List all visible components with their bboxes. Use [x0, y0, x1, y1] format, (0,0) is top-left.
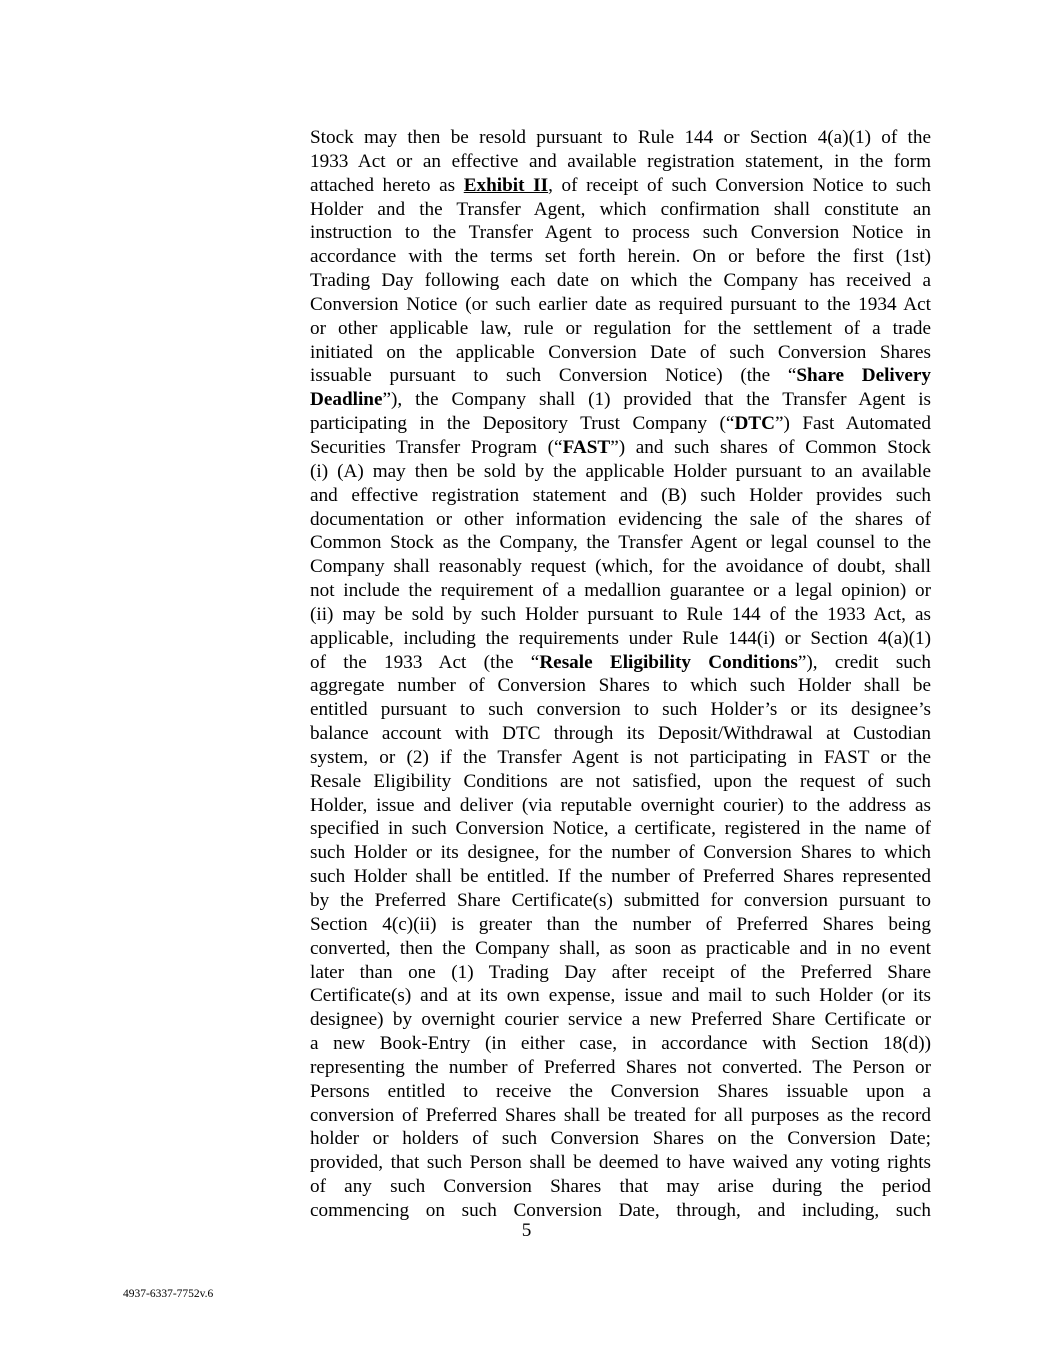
text-run: participating in the Depository Trust Company (“ — [310, 413, 735, 435]
text-line — [310, 484, 931, 508]
text-line — [310, 889, 931, 913]
text-run: 1933 Act or an effective and available registration statement, in the form — [310, 150, 931, 172]
text-run: ”) Fast Automated — [774, 413, 931, 435]
text-line — [310, 746, 931, 770]
text-run: Company shall reasonably request (which, for the avoidance of doubt, shall — [310, 556, 931, 578]
text-line — [310, 865, 931, 889]
text-line — [310, 698, 931, 722]
text-line — [310, 245, 931, 269]
text-line — [310, 293, 931, 317]
text-line — [310, 150, 931, 174]
text-line — [310, 126, 931, 150]
text-run: provided, that such Person shall be deemed to have waived any voting rights — [310, 1152, 931, 1174]
text-run: and effective registration statement and (B) such Holder provides such — [310, 484, 931, 506]
text-run: Certificate(s) and at its own expense, issue and mail to such Holder (or its — [310, 985, 931, 1007]
bold-term: DTC — [734, 413, 775, 435]
text-line — [310, 984, 931, 1008]
text-line — [310, 412, 931, 436]
text-line — [310, 555, 931, 579]
bold-term: Share Delivery — [796, 365, 931, 387]
text-run: commencing on such Conversion Date, through, and including, such — [310, 1199, 931, 1221]
text-run: a new Book-Entry (in either case, in accordance with Section 18(d)) — [310, 1033, 931, 1055]
text-line — [310, 460, 931, 484]
text-run: by the Preferred Share Certificate(s) submitted for conversion pursuant to — [310, 890, 931, 911]
text-run: representing the number of Preferred Shares not converted. The Person or — [310, 1056, 931, 1078]
text-run: Holder, issue and deliver (via reputable overnight courier) to the address as — [310, 794, 931, 816]
text-line — [310, 651, 931, 675]
text-line — [310, 770, 931, 794]
text-run: balance account with DTC through its Deposit/Withdrawal at Custodian — [310, 723, 931, 745]
text-line — [310, 841, 931, 865]
text-run: ”), credit such — [797, 651, 931, 673]
bold-term: FAST — [562, 436, 611, 458]
text-run: Trading Day following each date on which the Company has received a — [310, 270, 931, 292]
text-run: ”) and such shares of Common Stock — [610, 436, 931, 458]
text-line — [310, 722, 931, 746]
text-run: instruction to the Transfer Agent to process such Conversion Notice in — [310, 222, 931, 244]
text-line — [310, 1151, 931, 1175]
text-line — [310, 198, 931, 222]
text-run: , of receipt of such Conversion Notice to such — [548, 174, 931, 196]
text-line — [310, 1104, 931, 1128]
text-line — [310, 1127, 931, 1151]
text-line — [310, 1080, 931, 1104]
text-line — [310, 937, 931, 961]
bold-term: Deadline — [310, 389, 383, 411]
text-run: Securities Transfer Program (“ — [310, 436, 563, 458]
text-run: Persons entitled to receive the Conversion Shares issuable upon a — [310, 1080, 931, 1102]
text-run: or other applicable law, rule or regulation for the settlement of a trade — [310, 317, 931, 339]
text-line — [310, 508, 931, 532]
text-run: applicable, including the requirements under Rule 144(i) or Section 4(a)(1) — [310, 627, 931, 649]
text-run: holder or holders of such Conversion Shares on the Conversion Date; — [310, 1128, 931, 1150]
text-run: conversion of Preferred Shares shall be treated for all purposes as the record — [310, 1104, 931, 1126]
text-line — [310, 221, 931, 245]
text-run: Conversion Notice (or such earlier date as required pursuant to the 1934 Act — [310, 293, 931, 315]
text-run: not include the requirement of a medallion guarantee or a legal opinion) or — [310, 580, 931, 602]
text-line — [310, 341, 931, 365]
text-line — [310, 531, 931, 555]
text-run: (ii) may be sold by such Holder pursuant to Rule 144 of the 1933 Act, as — [310, 603, 931, 625]
text-line — [310, 579, 931, 603]
text-run: of any such Conversion Shares that may arise during the period — [310, 1176, 931, 1198]
text-line — [310, 817, 931, 841]
text-run: later than one (1) Trading Day after receipt of the Preferred Share — [310, 961, 931, 983]
text-run: Section 4(c)(ii) is greater than the number of Preferred Shares being — [310, 913, 931, 935]
text-line — [310, 603, 931, 627]
text-run: ”), the Company shall (1) provided that the Transfer Agent is — [382, 389, 931, 411]
text-line — [310, 913, 931, 937]
text-run: Resale Eligibility Conditions are not satisfied, upon the request of such — [310, 770, 931, 792]
text-line — [310, 627, 931, 651]
text-run: such Holder or its designee, for the number of Conversion Shares to which — [310, 842, 931, 864]
text-line — [310, 794, 931, 818]
text-line — [310, 269, 931, 293]
page-number-text: 5 — [521, 1220, 532, 1241]
text-run: aggregate number of Conversion Shares to which such Holder shall be — [310, 675, 931, 697]
text-run: Common Stock as the Company, the Transfer Agent or legal counsel to the — [310, 532, 931, 554]
text-run: entitled pursuant to such conversion to such Holder’s or its designee’s — [310, 699, 931, 721]
page-number — [0, 1220, 1055, 1242]
text-run: of the 1933 Act (the “ — [310, 651, 540, 673]
text-run: specified in such Conversion Notice, a certificate, registered in the name of — [310, 818, 931, 840]
text-line — [310, 1056, 931, 1080]
text-line — [310, 174, 931, 198]
exhibit-reference: Exhibit II — [463, 174, 549, 196]
text-run: issuable pursuant to such Conversion Notice) (the “ — [310, 365, 797, 387]
body-paragraph — [310, 126, 931, 1223]
text-run: such Holder shall be entitled. If the number of Preferred Shares represented — [310, 866, 931, 888]
document-id-footer: 4937-6337-7752v.6 — [123, 1288, 214, 1300]
text-line — [310, 1008, 931, 1032]
text-run: Stock may then be resold pursuant to Rule 144 or Section 4(a)(1) of the — [310, 127, 931, 148]
text-run: documentation or other information evidencing the sale of the shares of — [310, 508, 931, 530]
text-line — [310, 1032, 931, 1056]
text-run: accordance with the terms set forth herein. On or before the first (1st) — [310, 246, 931, 268]
text-line — [310, 674, 931, 698]
text-line — [310, 961, 931, 985]
text-run: initiated on the applicable Conversion Date of such Conversion Shares — [310, 341, 931, 363]
text-run: converted, then the Company shall, as soon as practicable and in no event — [310, 937, 931, 959]
text-line — [310, 317, 931, 341]
text-run: designee) by overnight courier service a new Preferred Share Certificate or — [310, 1009, 931, 1031]
text-run: system, or (2) if the Transfer Agent is not participating in FAST or the — [310, 746, 931, 768]
text-run: (i) (A) may then be sold by the applicable Holder pursuant to an available — [310, 460, 931, 482]
text-line — [310, 364, 931, 388]
bold-term: Resale Eligibility Conditions — [539, 651, 798, 673]
text-run: attached hereto as — [310, 174, 464, 196]
text-line — [310, 1175, 931, 1199]
text-line — [310, 436, 931, 460]
text-run: Holder and the Transfer Agent, which confirmation shall constitute an — [310, 198, 931, 220]
text-line — [310, 388, 931, 412]
